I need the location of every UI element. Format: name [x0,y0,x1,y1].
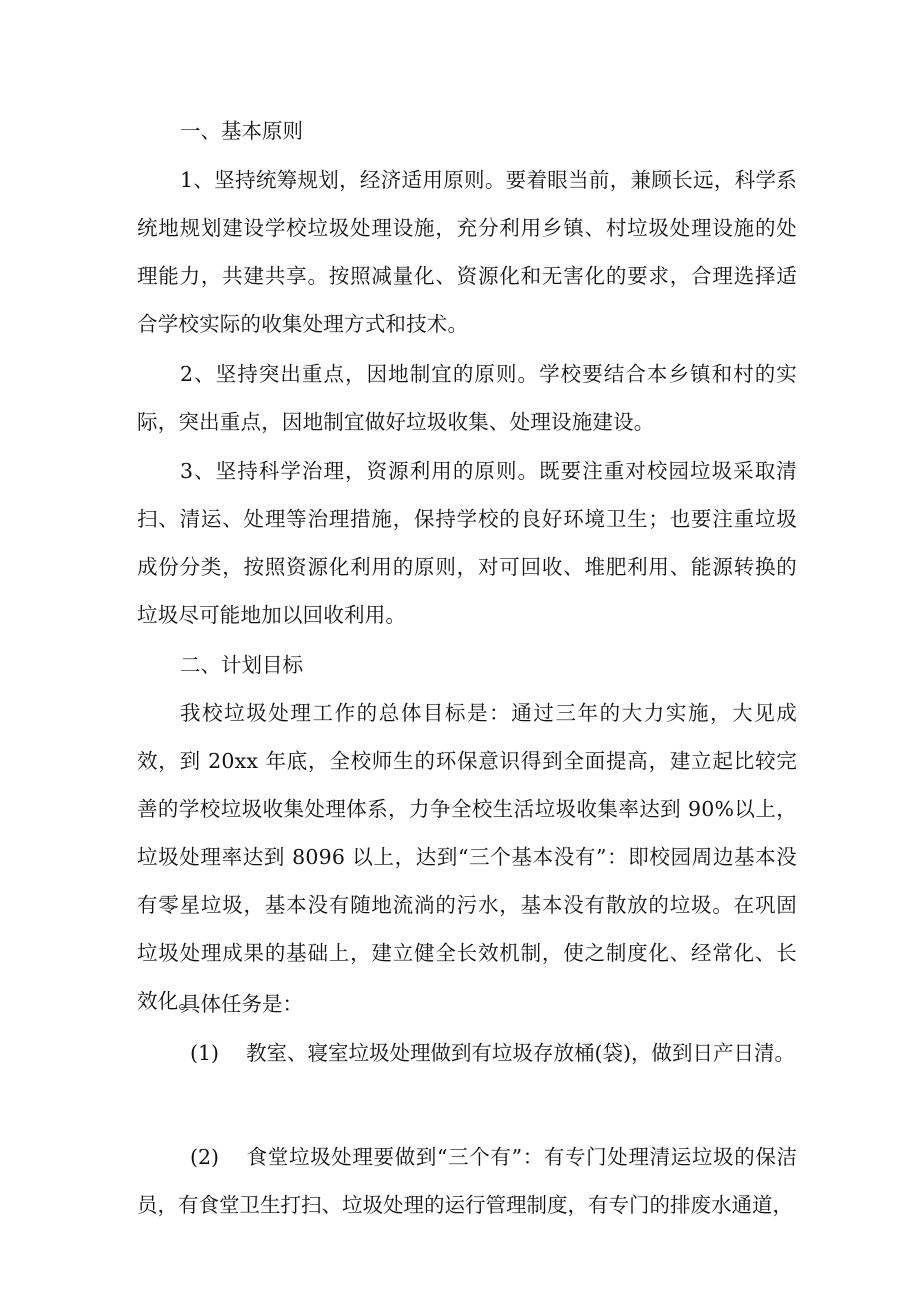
section-heading-principles: 一、基本原则 [180,119,303,143]
task-text-1: 教室、寝室垃圾处理做到有垃圾存放桶(袋)，做到日产日清。 [246,1041,795,1065]
task-item-2 [137,1133,797,1229]
section-heading-goals: 二、计划目标 [180,653,303,677]
task-number-2: (2) [190,1145,220,1169]
task-item-1 [137,1029,797,1077]
paragraph-principle-2: 2、坚持突出重点，因地制宜的原则。学校要结合本乡镇和村的实际，突出重点，因地制宜做好垃圾收集、处理设施建设。 [137,362,797,434]
paragraph-principle-1: 1、坚持统筹规划，经济适用原则。要着眼当前，兼顾长远，科学系统地规划建设学校垃圾处理设施，充分利用乡镇、村垃圾处理设施的处理能力，共建共享。按照减量化、资源化和无害化的要求，合理选择适合学校实际的收集处理方式和技术。 [137,168,797,336]
paragraph-goals: 我校垃圾处理工作的总体目标是：通过三年的大力实施，大见成效，到 20xx 年底，全校师生的环保意识得到全面提高，建立起比较完善的学校垃圾收集处理体系，力争全校生活垃圾收集率达到 90%以上，垃圾处理率达到 8096 以上，达到“三个基本没有”：即校园周边基本没有零星垃圾，基本没有随地流淌的污水，基本没有散放的垃圾。在巩固垃圾处理成果的基础上，建立健全长效机制，使之制度化、经常化、长效化。 [137,701,797,1013]
task-number-1: (1) [190,1041,220,1065]
task-text-2: 食堂垃圾处理要做到“三个有”：有专门处理清运垃圾的保洁员，有食堂卫生打扫、垃圾处理的运行管理制度，有专门的排废水通道， [137,1145,797,1217]
paragraph-principle-3: 3、坚持科学治理，资源利用的原则。既要注重对校园垃圾采取清扫、清运、处理等治理措施，保持学校的良好环境卫生；也要注重垃圾成份分类，按照资源化利用的原则，对可回收、堆肥利用、能源转换的垃圾尽可能地加以回收利用。 [137,459,797,627]
tasks-intro: 具体任务是： [180,992,303,1016]
